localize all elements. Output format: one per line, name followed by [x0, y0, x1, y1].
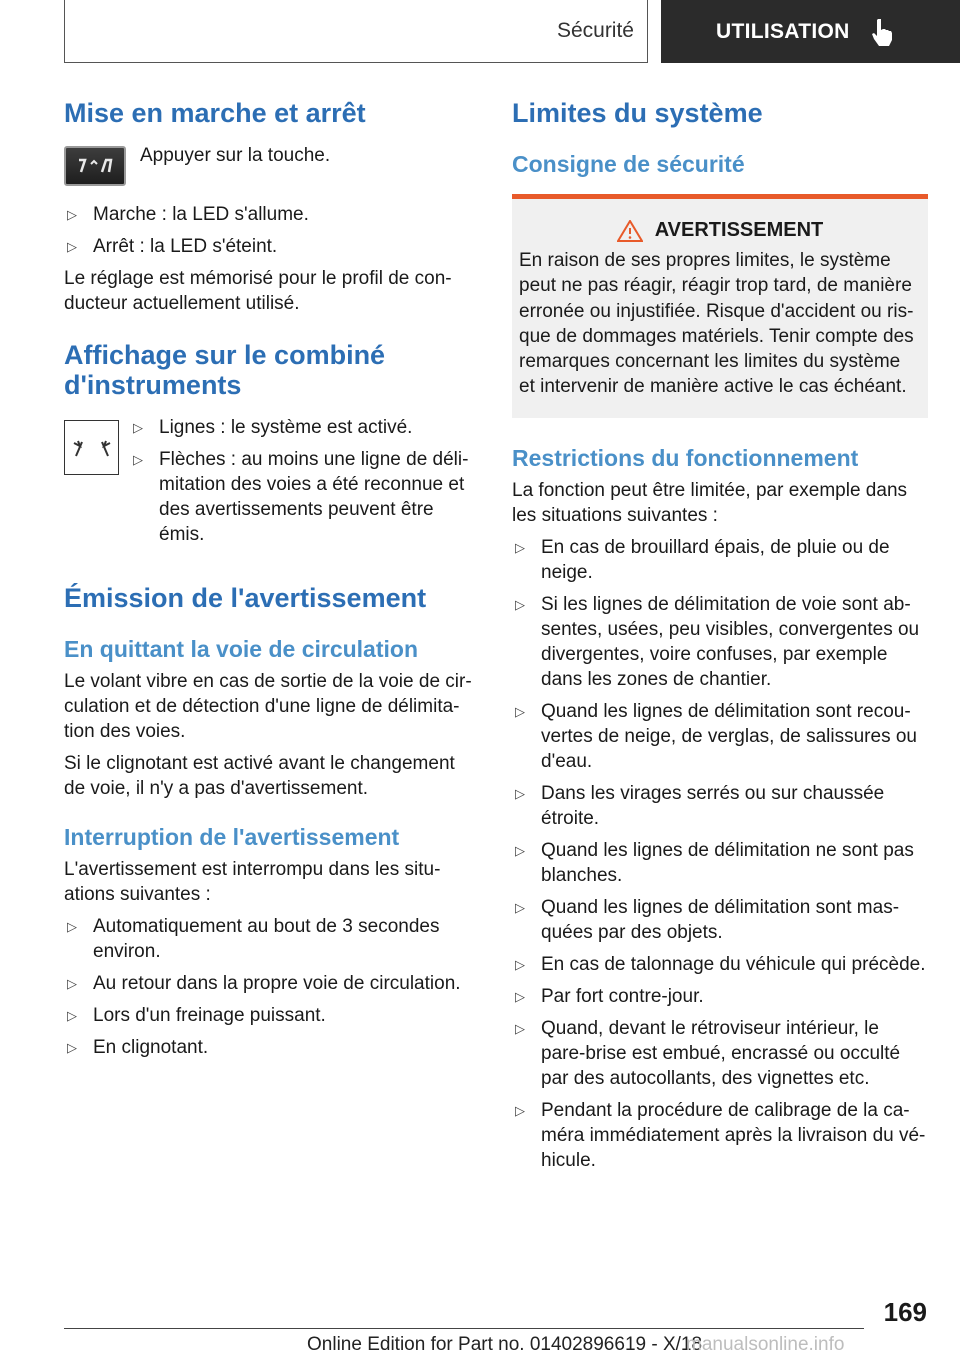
- chapter-tab[interactable]: [661, 0, 960, 63]
- page-header: [0, 0, 960, 66]
- list-item: ▷ Marche : la LED s'allume.: [67, 204, 309, 225]
- emission-heading: Émission de l'avertissement: [64, 583, 427, 613]
- restrictions-intro: La fonction peut être limitée, par exemple dans les situations suivantes :: [512, 479, 908, 526]
- mise-en-marche-heading: Mise en marche et arrêt: [64, 98, 366, 128]
- list-item: ▷ Arrêt : la LED s'éteint.: [67, 236, 278, 257]
- list-item: ▷ En clignotant.: [67, 1037, 209, 1058]
- warning-title: AVERTISSEMENT: [654, 219, 824, 241]
- list-item: ▷ Dans les virages serrés ou sur chaussée étroite.: [515, 782, 885, 829]
- quittant-heading: En quittant la voie de circulation: [64, 636, 418, 662]
- interruption-paragraph: L'avertissement est interrompu dans les situ-ations suivantes :: [64, 859, 441, 905]
- section-tab[interactable]: [64, 0, 648, 63]
- list-item: ▷ Par fort contre-jour.: [515, 985, 704, 1007]
- limites-heading: Limites du système: [512, 98, 763, 128]
- list-item: ▷ Pendant la procédure de calibrage de la ca-méra immédiatement après la livraison du vé-hicule.: [515, 1099, 926, 1171]
- quittant-paragraph-1: Le volant vibre en cas de sortie de la voie de cir-culation et de détection d'une ligne de délimita-tion des voies.: [64, 671, 472, 742]
- edition-text: Online Edition for Part no. 01402896619 - X/18: [307, 1334, 703, 1355]
- pointing-hand-icon: [870, 18, 894, 46]
- page-number: 169: [883, 1297, 927, 1327]
- list-item: ▷ Au retour dans la propre voie de circulation.: [67, 973, 461, 994]
- lane-departure-button-icon: [64, 146, 126, 186]
- right-column: [512, 98, 928, 1180]
- chapter-tab-label: UTILISATION: [716, 19, 850, 43]
- warning-text: En raison de ses propres limites, le système peut ne pas réagir, réagir trop tard, de manière erronée ou injustifiée. Risque d'accident ou ris-que de dommages matériels. Tenir compte des remarques concernant les limites du système et intervenir de manière active le cas échéant.: [519, 250, 914, 398]
- list-item: ▷ En cas de brouillard épais, de pluie ou de neige.: [515, 536, 890, 583]
- list-item: ▷ Lignes : le système est activé.: [133, 417, 413, 438]
- lane-lines-display-icon: [64, 420, 119, 475]
- warning-box: [512, 194, 928, 418]
- list-item: ▷ Automatiquement au bout de 3 secondes environ.: [67, 916, 440, 962]
- list-item: ▷ Lors d'un freinage puissant.: [67, 1005, 326, 1026]
- list-item: ▷ Si les lignes de délimitation de voie sont ab-sentes, usées, peu visibles, convergentes ou divergentes, voire confuses, par exemple dans les zones de chantier.: [515, 593, 920, 690]
- affichage-list: [130, 415, 472, 554]
- interruption-list: [64, 914, 472, 1060]
- list-item: ▷ Quand les lignes de délimitation sont mas-quées par des objets.: [515, 896, 900, 943]
- list-item: ▷ Quand, devant le rétroviseur intérieur, le pare-brise est embué, encrassé ou occulté par des autocollants, des vignettes etc.: [515, 1017, 901, 1089]
- mise-note: Le réglage est mémorisé pour le profil de con-ducteur actuellement utilisé.: [64, 268, 452, 314]
- interruption-heading: Interruption de l'avertissement: [64, 824, 400, 850]
- mise-instruction: Appuyer sur la touche.: [140, 145, 331, 166]
- watermark: manualsonline.info: [686, 1334, 845, 1355]
- affichage-heading: Affichage sur le combiné d'instruments: [64, 340, 386, 400]
- footer-divider: [64, 1328, 864, 1329]
- list-item: ▷ Quand les lignes de délimitation ne sont pas blanches.: [515, 839, 914, 886]
- restrictions-list: [512, 535, 928, 1173]
- quittant-paragraph-2: Si le clignotant est activé avant le changement de voie, il n'y a pas d'avertissement.: [64, 753, 455, 799]
- section-tab-label: Sécurité: [556, 19, 634, 42]
- list-item: ▷ Flèches : au moins une ligne de déli-mitation des voies a été reconnue et des avertissements peuvent être émis.: [133, 449, 469, 545]
- left-column: [64, 98, 472, 1067]
- consigne-heading: Consigne de sécurité: [512, 151, 745, 177]
- warning-triangle-icon: [617, 220, 643, 242]
- mise-list: [64, 202, 472, 259]
- restrictions-heading: Restrictions du fonctionnement: [512, 444, 859, 471]
- list-item: ▷ Quand les lignes de délimitation sont recou-vertes de neige, de verglas, de salissures ou d'eau.: [515, 700, 917, 772]
- list-item: ▷ En cas de talonnage du véhicule qui précède.: [515, 953, 926, 975]
